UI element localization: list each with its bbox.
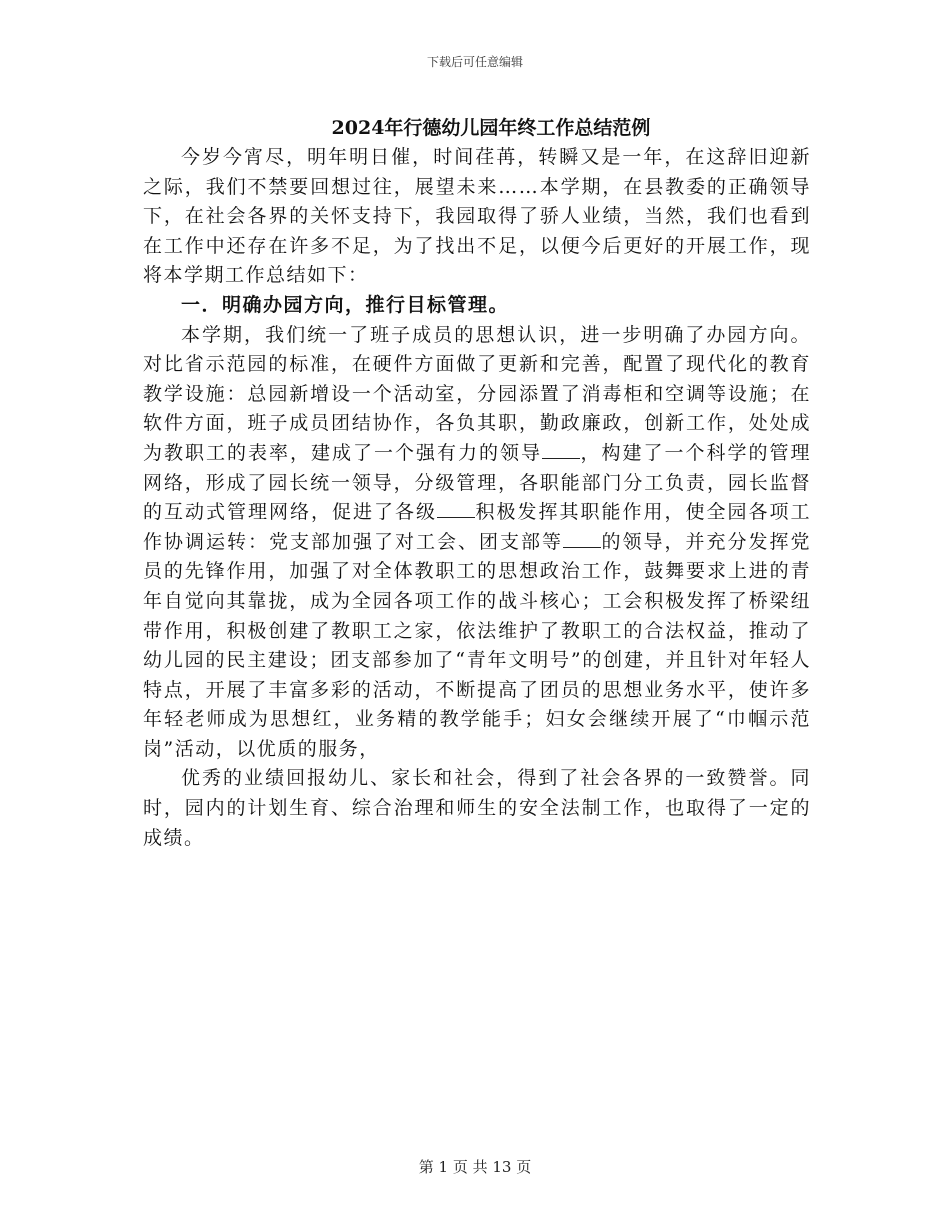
fill-blank — [437, 500, 475, 518]
document-body — [143, 113, 811, 853]
fill-blank — [542, 441, 580, 459]
document-title: 2024年行德幼儿园年终工作总结范例 — [331, 117, 651, 139]
section-1-paragraph-1 — [143, 321, 811, 765]
paragraph-text: 积极发挥其职能作用，使全园各项工作协调运转：党支部加强了对工会、团支部等 — [143, 501, 811, 553]
paragraph-text: 的领导，并充分发挥党员的先锋作用，加强了对全体教职工的思想政治工作，鼓舞要求上进的青年自觉向其靠拢，成为全园各项工作的战斗核心；工会积极发挥了桥梁纽带作用，积极创建了教职工之家，依法维护了教职工的合法权益，推动了幼儿园的民主建设；团支部参加了“青年文明号”的创建，并且针对年轻人特点，开展了丰富多彩的活动，不断提高了团员的思想业务水平，使许多年轻老师成为思想红，业务精的教学能手；妇女会继续开展了“巾帼示范岗”活动，以优质的服务， — [143, 530, 811, 760]
fill-blank — [563, 530, 601, 548]
intro-paragraph: 今岁今宵尽，明年明日催，时间荏苒，转瞬又是一年，在这辞旧迎新之际，我们不禁要回想过往，展望未来……本学期，在县教委的正确领导下，在社会各界的关怀支持下，我园取得了骄人业绩，当然，我们也看到在工作中还存在许多不足，为了找出不足，以便今后更好的开展工作，现将本学期工作总结如下： — [143, 146, 811, 287]
paragraph-text: 本学期，我们统一了班子成员的思想认识，进一步明确了办园方向。对比省示范园的标准，在硬件方面做了更新和完善，配置了现代化的教育教学设施：总园新增设一个活动室，分园添置了消毒柜和空调等设施；在软件方面，班子成员团结协作，各负其职，勤政廉政，创新工作，处处成为教职工的表率，建成了一个强有力的领导 — [143, 323, 811, 464]
page-footer: 第 1 页 共 13 页 — [418, 1158, 532, 1176]
section-1-paragraph-2: 优秀的业绩回报幼儿、家长和社会，得到了社会各界的一致赞誉。同时，园内的计划生育、综合治理和师生的安全法制工作，也取得了一定的成绩。 — [143, 767, 811, 849]
page-header: 下载后可任意编辑 — [426, 55, 523, 69]
paragraph-text: ，构建了一个科学的管理网络，形成了园长统一领导，分级管理，各职能部门分工负责，园长监督的互动式管理网络，促进了各级 — [143, 441, 811, 524]
section-heading-1: 一．明确办园方向，推行目标管理。 — [181, 293, 510, 316]
